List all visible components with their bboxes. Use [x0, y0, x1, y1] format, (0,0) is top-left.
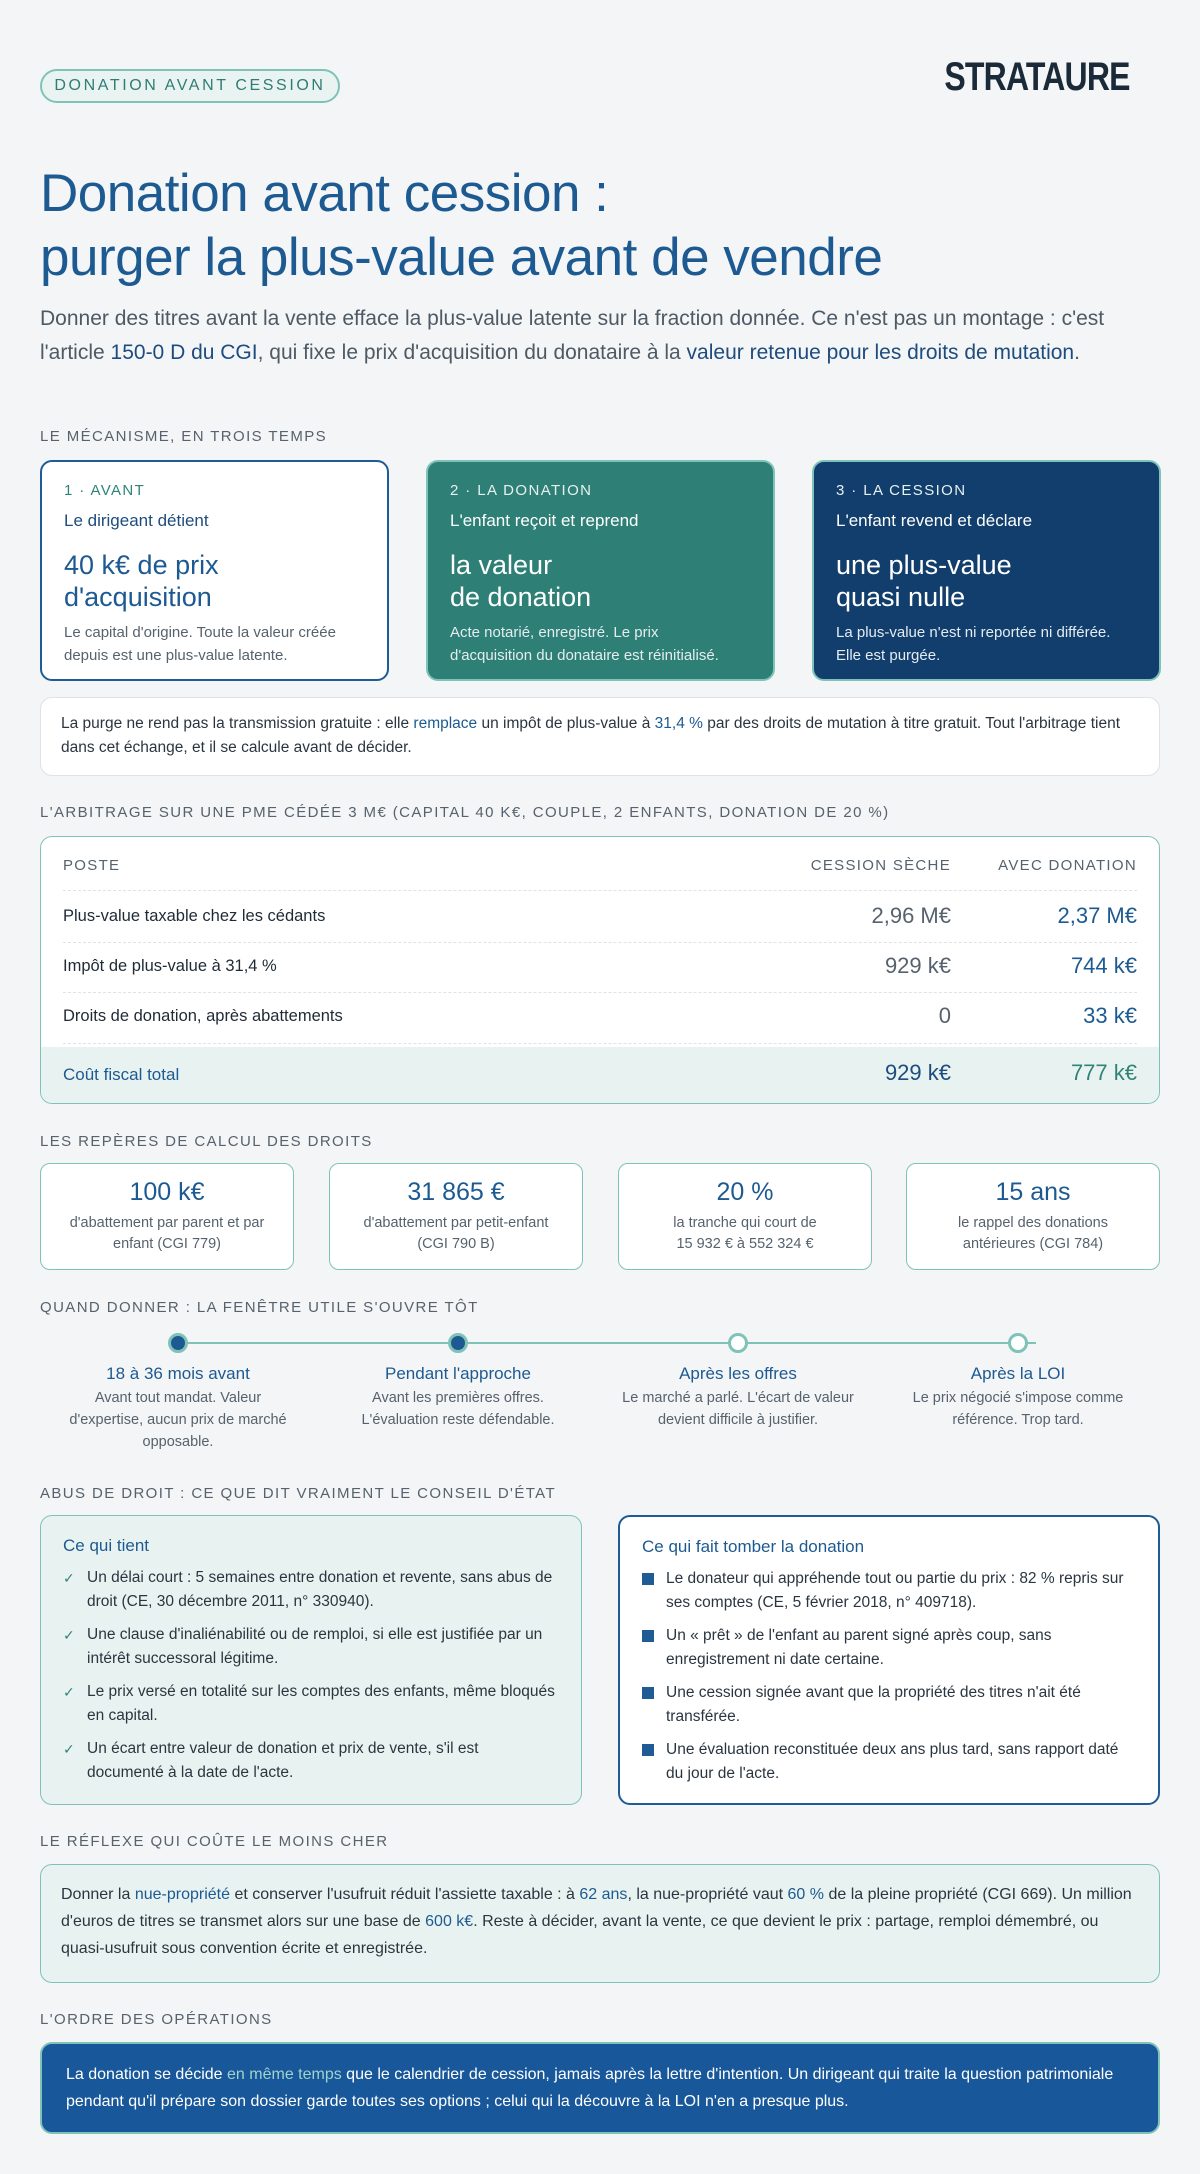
timeline-desc-line: L'évaluation reste défendable.	[361, 1412, 555, 1428]
panel-list	[642, 1567, 1136, 1786]
square-bullet-icon	[642, 1687, 654, 1699]
kpi-label-line: (CGI 790 B)	[417, 1236, 495, 1252]
reflexe-highlight: nue-propriété	[134, 1886, 230, 1903]
step-number: 2 · LA DONATION	[450, 482, 593, 499]
arbitrage-table	[40, 836, 1160, 1104]
list-item-text: Le donateur qui appréhende tout ou partie du prix : 82 % repris sur ses comptes (CE, 5 février 2018, n° 409718).	[666, 1570, 1124, 1611]
timeline	[40, 1320, 1160, 1460]
timeline-item-title: Après la LOI	[970, 1364, 1066, 1383]
note-text: un impôt de plus-value à	[477, 715, 655, 732]
kpi-label-line: la tranche qui court de	[673, 1215, 817, 1231]
step-description	[64, 621, 365, 667]
lead-text: , qui fixe le prix d'acquisition du donataire à la	[257, 341, 687, 364]
step-actor: Le dirigeant détient	[64, 511, 209, 530]
list-item	[642, 1567, 1136, 1615]
section-heading-quand-donner: QUAND DONNER : LA FENÊTRE UTILE S'OUVRE TÔT	[40, 1299, 479, 1316]
abus-de-droit-panels	[40, 1515, 1160, 1805]
kpi-value: 15 ans	[995, 1178, 1071, 1206]
row-label: Droits de donation, après abattements	[63, 1007, 343, 1025]
timeline-item-desc	[323, 1387, 593, 1431]
timeline-item	[323, 1364, 593, 1431]
timeline-dot-empty	[1008, 1333, 1028, 1353]
column-header-cession-seche: CESSION SÈCHE	[810, 857, 951, 874]
reflexe-text: et conserver l'usufruit réduit l'assiette taxable : à	[230, 1886, 580, 1903]
kpi-card	[40, 1163, 294, 1270]
list-item-text: Un délai court : 5 semaines entre donation et revente, sans abus de droit (CE, 30 décembre 2011, n° 330940).	[87, 1569, 553, 1610]
lead-paragraph	[40, 302, 1160, 370]
ordre-text: La donation se décide	[66, 2066, 228, 2083]
brand-logo: STRATAURE	[944, 55, 1130, 99]
total-cession-seche: 929 k€	[884, 1060, 951, 1085]
kpi-value: 31 865 €	[407, 1178, 505, 1206]
kpi-label-line: 15 932 € à 552 324 €	[676, 1236, 814, 1252]
cession-seche-value: 929 k€	[884, 953, 951, 978]
cession-seche-value: 0	[938, 1003, 951, 1028]
header	[40, 0, 1160, 150]
reflexe-text: de la pleine propriété (CGI 669). Un million d'euros de titres se transmet alors sur une base de	[61, 1886, 1132, 1930]
section-heading-abus: ABUS DE DROIT : CE QUE DIT VRAIMENT LE CONSEIL D'ÉTAT	[40, 1485, 557, 1502]
list-item	[63, 1623, 559, 1671]
step-description	[450, 621, 751, 667]
timeline-item	[603, 1364, 873, 1431]
row-label: Impôt de plus-value à 31,4 %	[63, 957, 277, 975]
table-header	[41, 837, 1159, 891]
kpi-label-line: d'abattement par petit-enfant	[363, 1215, 549, 1231]
kpi-label-line: enfant (CGI 779)	[113, 1236, 221, 1252]
step-key-figure	[450, 549, 751, 613]
step-key-line: une plus-value	[836, 550, 1012, 580]
ordre-text: que le calendrier de cession, jamais après la lettre d'intention. Un dirigeant qui traite la question patrimoniale pendant qu'il prépare son dossier garde toutes ses options ; celui qui la découvre à la LOI n'en a presque plus.	[66, 2066, 1114, 2110]
avec-donation-value: 33 k€	[1083, 1003, 1137, 1028]
timeline-dot-filled	[168, 1333, 188, 1353]
lead-text: .	[1074, 341, 1080, 364]
page-title	[40, 162, 1160, 290]
timeline-desc-line: référence. Trop tard.	[952, 1412, 1084, 1428]
ordre-callout	[40, 2042, 1160, 2134]
section-heading-mecanisme: LE MÉCANISME, EN TROIS TEMPS	[40, 428, 328, 445]
timeline-item-desc	[603, 1387, 873, 1431]
list-item	[642, 1681, 1136, 1729]
note-highlight-rate: 31,4 %	[654, 715, 703, 732]
section-heading-reperes: LES REPÈRES DE CALCUL DES DROITS	[40, 1133, 373, 1150]
purge-note	[40, 697, 1160, 776]
avec-donation-value: 2,37 M€	[1057, 903, 1137, 928]
total-label: Coût fiscal total	[63, 1065, 180, 1084]
timeline-dot-empty	[728, 1333, 748, 1353]
nue-propriete-box	[40, 1864, 1160, 1983]
step-actor: L'enfant reçoit et reprend	[450, 511, 639, 530]
cession-seche-value: 2,96 M€	[871, 903, 951, 928]
reflexe-highlight: 600 k€	[425, 1913, 474, 1930]
list-item-text: Un écart entre valeur de donation et prix de vente, s'il est documenté à la date de l'acte.	[87, 1740, 479, 1781]
kpi-label-line: le rappel des donations	[958, 1215, 1108, 1231]
timeline-item-desc	[883, 1387, 1153, 1431]
panel-title: Ce qui tient	[63, 1536, 149, 1555]
kpi-label	[330, 1213, 582, 1255]
reflexe-text: Donner la	[61, 1886, 135, 1903]
title-line-2: purger la plus-value avant de vendre	[40, 228, 883, 287]
kpi-value: 20 %	[716, 1178, 774, 1206]
reflexe-text: . Reste à décider, avant la vente, ce que devient le prix : partage, remploi démembré, ou quasi-usufruit sous convention écrite et enregistrée.	[61, 1913, 1099, 1957]
kpi-value: 100 k€	[129, 1178, 205, 1206]
row-divider	[63, 890, 1137, 891]
step-key-figure	[836, 549, 1137, 613]
reperes-cards	[40, 1163, 1160, 1270]
list-item-text: Une évaluation reconstituée deux ans plus tard, sans rapport daté du jour de l'acte.	[666, 1741, 1119, 1782]
timeline-dot-filled	[448, 1333, 468, 1353]
timeline-desc-line: Avant tout mandat. Valeur	[94, 1390, 262, 1406]
panel-ce-qui-fait-tomber	[618, 1515, 1160, 1805]
step-desc-line: Le capital d'origine. Toute la valeur créée	[64, 624, 336, 641]
timeline-item-title: Pendant l'approche	[385, 1364, 531, 1383]
section-heading-reflexe: LE RÉFLEXE QUI COÛTE LE MOINS CHER	[40, 1833, 389, 1850]
square-bullet-icon	[642, 1573, 654, 1585]
list-item-text: Le prix versé en totalité sur les comptes des enfants, même bloqués en capital.	[87, 1683, 555, 1724]
timeline-item	[43, 1364, 313, 1453]
step-desc-line: d'acquisition du donataire est réinitialisé.	[450, 647, 719, 664]
list-item-text: Un « prêt » de l'enfant au parent signé après coup, sans enregistrement ni date certaine.	[666, 1627, 1052, 1668]
row-label: Plus-value taxable chez les cédants	[63, 907, 326, 925]
list-item	[63, 1566, 559, 1614]
kpi-card	[906, 1163, 1160, 1270]
timeline-desc-line: Le marché a parlé. L'écart de valeur	[622, 1390, 854, 1406]
step-desc-line: La plus-value n'est ni reportée ni différée.	[836, 624, 1111, 641]
note-text: par des droits de mutation à titre gratuit. Tout l'arbitrage tient dans cet échange, et il se calcule avant de décider.	[61, 715, 1121, 756]
lead-text: Donner des titres avant la vente efface la plus-value latente sur la fraction donnée. Ce n'est pas un montage : c'est l'article	[40, 307, 1105, 364]
panel-list	[63, 1566, 559, 1785]
reflexe-text: , la nue-propriété vaut	[627, 1886, 788, 1903]
section-heading-arbitrage: L'ARBITRAGE SUR UNE PME CÉDÉE 3 M€ (CAPITAL 40 K€, COUPLE, 2 ENFANTS, DONATION DE 20 %)	[40, 804, 890, 821]
avec-donation-value: 744 k€	[1070, 953, 1137, 978]
list-item	[642, 1624, 1136, 1672]
list-item	[63, 1680, 559, 1728]
step-key-line: quasi nulle	[836, 582, 966, 612]
step-key-line: 40 k€ de prix	[64, 550, 219, 580]
lead-highlight-article: 150-0 D du CGI	[110, 341, 258, 364]
step-number: 3 · LA CESSION	[836, 482, 967, 499]
check-icon: ✓	[63, 1570, 75, 1586]
panel-title: Ce qui fait tomber la donation	[642, 1537, 865, 1556]
list-item-text: Une cession signée avant que la propriété des titres n'ait été transférée.	[666, 1684, 1081, 1725]
step-number: 1 · AVANT	[64, 482, 146, 499]
step-key-line: de donation	[450, 582, 592, 612]
check-icon: ✓	[63, 1741, 75, 1757]
step-key-line: d'acquisition	[64, 582, 212, 612]
timeline-item	[883, 1364, 1153, 1431]
kpi-card	[329, 1163, 583, 1270]
step-card-cession	[812, 460, 1161, 681]
row-divider	[63, 1043, 1137, 1044]
step-card-donation	[426, 460, 775, 681]
timeline-desc-line: opposable.	[142, 1434, 214, 1450]
check-icon: ✓	[63, 1627, 75, 1643]
step-actor: L'enfant revend et déclare	[836, 511, 1033, 530]
list-item	[63, 1737, 559, 1785]
step-key-line: la valeur	[450, 550, 553, 580]
check-icon: ✓	[63, 1684, 75, 1700]
lead-highlight-valeur: valeur retenue pour les droits de mutation	[686, 341, 1075, 364]
timeline-item-desc	[43, 1387, 313, 1453]
reflexe-highlight: 60 %	[787, 1886, 824, 1903]
ordre-highlight: en même temps	[227, 2066, 342, 2083]
title-line-1: Donation avant cession :	[40, 164, 609, 223]
square-bullet-icon	[642, 1744, 654, 1756]
timeline-desc-line: Le prix négocié s'impose comme	[912, 1390, 1124, 1406]
table-total-row	[41, 1047, 1159, 1104]
square-bullet-icon	[642, 1630, 654, 1642]
kpi-card	[618, 1163, 872, 1270]
table-row	[41, 992, 1159, 1042]
step-card-avant	[40, 460, 389, 681]
step-description	[836, 621, 1137, 667]
timeline-item-title: 18 à 36 mois avant	[106, 1364, 250, 1383]
kpi-label	[41, 1213, 293, 1255]
kpi-label	[907, 1213, 1159, 1255]
total-avec-donation: 777 k€	[1070, 1060, 1137, 1085]
panel-ce-qui-tient	[40, 1515, 582, 1805]
timeline-item-title: Après les offres	[679, 1364, 797, 1383]
section-heading-ordre: L'ORDRE DES OPÉRATIONS	[40, 2011, 273, 2028]
list-item-text: Une clause d'inaliénabilité ou de remploi, si elle est justifiée par un intérêt successoral légitime.	[87, 1626, 543, 1667]
timeline-desc-line: Avant les premières offres.	[372, 1390, 544, 1406]
note-highlight: remplace	[413, 715, 478, 732]
timeline-desc-line: devient difficile à justifier.	[657, 1412, 819, 1428]
list-item	[642, 1738, 1136, 1786]
table-row	[41, 892, 1159, 942]
step-key-figure	[64, 549, 365, 613]
column-header-poste: POSTE	[63, 857, 121, 874]
step-desc-line: depuis est une plus-value latente.	[64, 647, 288, 664]
mechanism-steps	[40, 460, 1160, 681]
page	[40, 0, 1160, 2110]
reflexe-highlight: 62 ans	[579, 1886, 628, 1903]
kpi-label-line: antérieures (CGI 784)	[962, 1236, 1104, 1252]
table-row	[41, 942, 1159, 992]
topic-tag: DONATION AVANT CESSION	[40, 69, 340, 103]
timeline-desc-line: d'expertise, aucun prix de marché	[69, 1412, 287, 1428]
step-desc-line: Elle est purgée.	[836, 647, 941, 664]
kpi-label-line: d'abattement par parent et par	[69, 1215, 265, 1231]
kpi-label	[619, 1213, 871, 1255]
step-desc-line: Acte notarié, enregistré. Le prix	[450, 624, 659, 641]
note-text: La purge ne rend pas la transmission gratuite : elle	[61, 715, 414, 732]
timeline-line	[180, 1342, 1036, 1344]
column-header-avec-donation: AVEC DONATION	[998, 857, 1137, 874]
